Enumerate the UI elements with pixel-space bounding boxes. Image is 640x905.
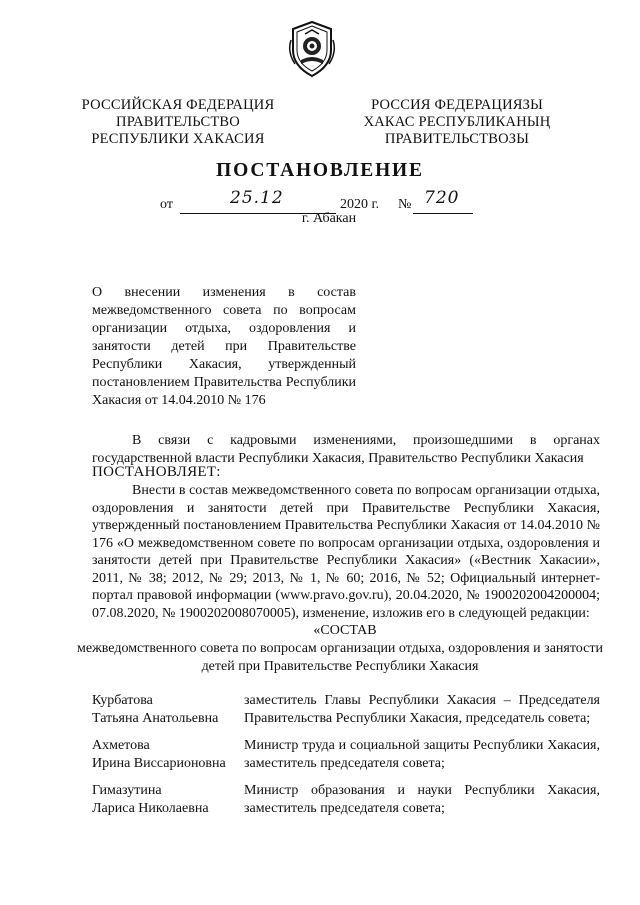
member-role: заместитель Главы Республики Хакасия – Председателя Правительства Республики Хакасия, председатель совета;: [244, 693, 600, 726]
member-surname: Ахметова: [92, 738, 150, 753]
resolution-item-paragraph: Внести в состав межведомственного совета по вопросам организации отдыха, оздоровления и занятости детей при Правительстве Республики Хакасия, утвержденный постановлением Правительства Республики Хакасия от 14.04.2010 № 176 «О межведомственном совете по вопросам организации отдыха, оздоровления и занятости детей при Правительстве Республики Хакасия» («Вестник Хакасии», 2011, № 38; 2012, № 29; 2013, № 1, № 60; 2016, № 52; Официальный интернет-портал правовой информации (www.pravo.gov.ru), 20.04.2020, № 1900202004200004; 07.08.2020, № 1900202008070005), изменение, изложив его в следующей редакции:: [92, 483, 600, 621]
header-right-line-2: ХАКАС РЕСПУБЛИКАНЫҢ: [363, 114, 551, 130]
header-right-khakas: [352, 97, 562, 148]
handwritten-number: 720: [424, 188, 460, 208]
header-left-line-3: РЕСПУБЛИКИ ХАКАСИЯ: [91, 131, 265, 147]
composition-subheading: межведомственного совета по вопросам организации отдыха, оздоровления и занятости детей при Правительстве Республики Хакасия: [77, 641, 603, 674]
member-role: Министр труда и социальной защиты Республики Хакасия, заместитель председателя совета;: [244, 738, 600, 771]
handwritten-date: 25.12: [230, 188, 284, 208]
header-right-line-3: ПРАВИТЕЛЬСТВОЗЫ: [384, 131, 530, 147]
intro-paragraph: В связи с кадровыми изменениями, произошедшими в органах государственной власти Республики Хакасия, Правительство Республики Хакасия: [92, 433, 600, 466]
member-surname: Гимазутина: [92, 783, 162, 798]
city-label: г. Абакан: [301, 211, 357, 226]
composition-heading: «СОСТАВ: [313, 623, 377, 638]
document-title: ПОСТАНОВЛЕНИЕ: [216, 160, 424, 181]
resolution-subject: О внесении изменения в состав межведомственного совета по вопросам организации отдыха, оздоровления и занятости детей при Правительстве Республики Хакасия, утвержденный постановлением Правительства Республики Хакасия от 14.04.2010 № 176: [92, 285, 356, 408]
member-given-names: Ирина Виссарионовна: [92, 755, 226, 771]
date-from-label: от: [160, 197, 173, 212]
header-left-russian: [78, 97, 278, 148]
member-name: [92, 737, 242, 772]
decides-keyword: ПОСТАНОВЛЯЕТ:: [92, 464, 221, 480]
header-left-line-1: РОССИЙСКАЯ ФЕДЕРАЦИЯ: [81, 97, 275, 113]
coat-of-arms-icon: [287, 20, 337, 78]
date-year: 2020 г.: [340, 197, 380, 212]
header-left-line-2: ПРАВИТЕЛЬСТВО: [116, 114, 240, 130]
header-right-line-1: РОССИЯ ФЕДЕРАЦИЯЗЫ: [371, 97, 543, 113]
number-label: №: [398, 197, 412, 212]
member-given-names: Лариса Николаевна: [92, 800, 209, 816]
member-given-names: Татьяна Анатольевна: [92, 710, 219, 726]
member-role: Министр образования и науки Республики Хакасия, заместитель председателя совета;: [244, 783, 600, 816]
member-name: [92, 782, 242, 817]
member-name: [92, 692, 242, 727]
member-surname: Курбатова: [92, 693, 153, 708]
